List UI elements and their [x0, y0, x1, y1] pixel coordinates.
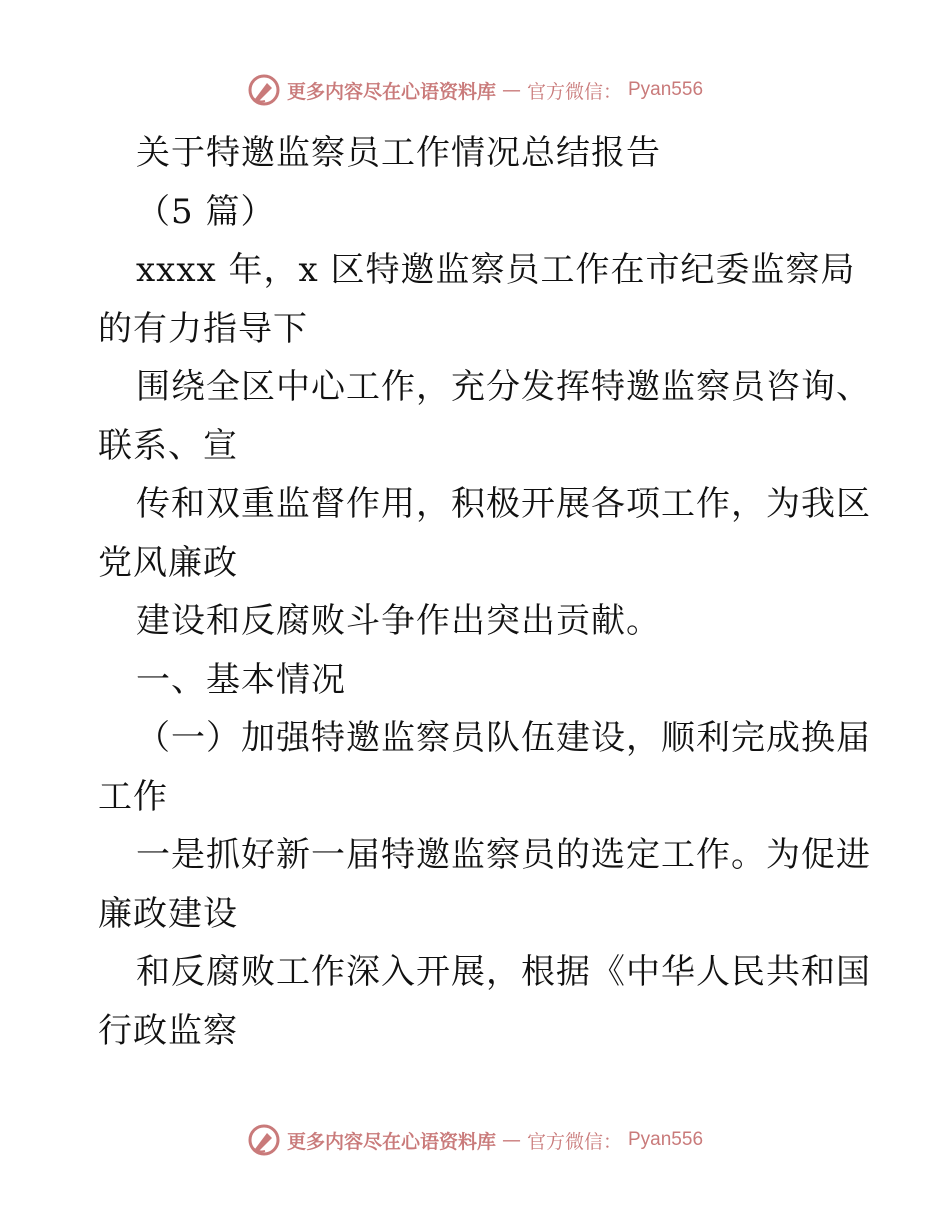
- document-body: [98, 124, 871, 1060]
- pen-nib-circle-icon: [247, 1123, 281, 1157]
- watermark-separator: —: [501, 1129, 521, 1151]
- watermark-account: Pyan556: [628, 1129, 704, 1150]
- doc-title: 关于特邀监察员工作情况总结报告: [136, 133, 661, 173]
- doc-line: 和反腐败工作深入开展，根据《中华人民共和国: [136, 952, 871, 992]
- doc-line: 行政监察: [98, 1010, 238, 1051]
- doc-line: 一是抓好新一届特邀监察员的选定工作。为促进: [136, 835, 871, 875]
- doc-line: 党风廉政: [98, 542, 238, 583]
- subsection-heading: （一）加强特邀监察员队伍建设，顺利完成换届: [136, 718, 871, 758]
- doc-line: 传和双重监督作用，积极开展各项工作，为我区: [136, 484, 871, 524]
- doc-line: 联系、宣: [98, 425, 238, 466]
- doc-line: 的有力指导下: [98, 308, 308, 349]
- watermark-account: Pyan556: [628, 79, 704, 100]
- doc-subtitle: （5 篇）: [136, 191, 276, 232]
- watermark-suffix: 官方微信：: [526, 1130, 622, 1153]
- watermark-suffix: 官方微信：: [526, 80, 622, 103]
- pen-nib-circle-icon: [247, 73, 281, 107]
- doc-line: 围绕全区中心工作，充分发挥特邀监察员咨询、: [136, 367, 871, 407]
- doc-line: 建设和反腐败斗争作出突出贡献。: [136, 601, 661, 641]
- footer-watermark: [0, 1120, 950, 1160]
- watermark-separator: —: [501, 79, 521, 101]
- section-heading: 一、基本情况: [136, 659, 346, 700]
- doc-line: 廉政建设: [98, 893, 238, 934]
- header-watermark: [0, 70, 950, 110]
- doc-line: xxxx 年，x 区特邀监察员工作在市纪委监察局: [136, 250, 856, 290]
- watermark-main-text: 更多内容尽在心语资料库: [286, 1130, 496, 1153]
- watermark-main-text: 更多内容尽在心语资料库: [286, 80, 496, 103]
- doc-line: 工作: [98, 776, 168, 817]
